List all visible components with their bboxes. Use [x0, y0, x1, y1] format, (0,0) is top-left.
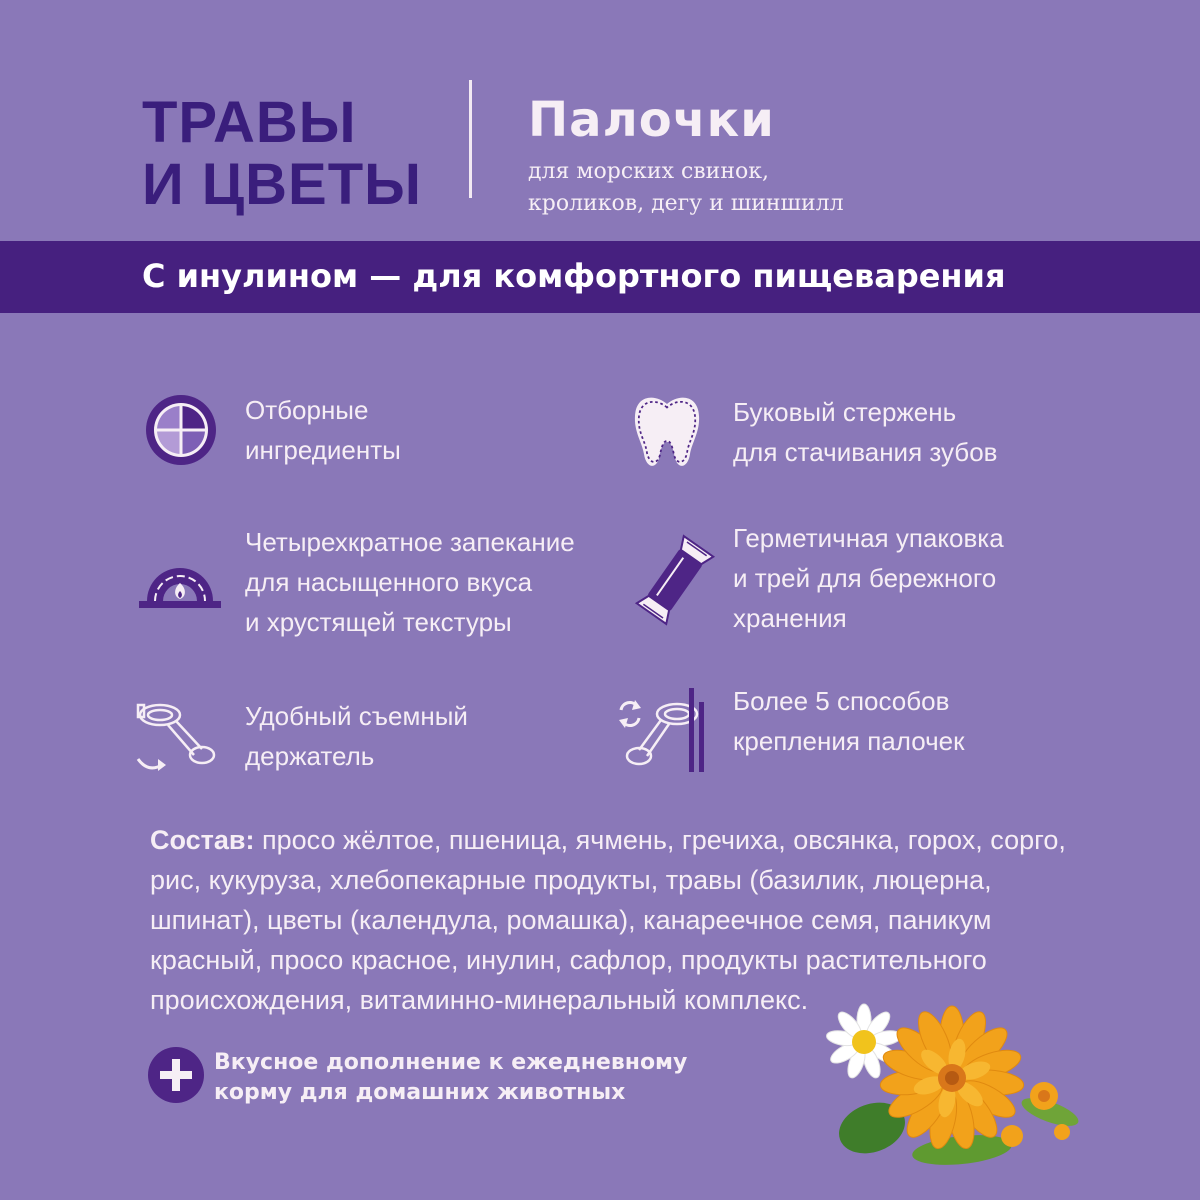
- feature-holder-line-1: Удобный съемный: [245, 701, 468, 731]
- composition-text: [150, 820, 1080, 1020]
- product-subtitle-line-2: кроликов, дегу и шиншилл: [528, 191, 844, 216]
- inulin-banner-text: С инулином — для комфортного пищеварения: [142, 257, 1006, 295]
- feature-package: [733, 518, 1004, 638]
- feature-mounting-line-2: крепления палочек: [733, 726, 965, 756]
- package-icon: [630, 530, 720, 630]
- feature-holder: [245, 696, 468, 776]
- feature-ingredients: [245, 390, 401, 470]
- bonus-text: [214, 1048, 687, 1108]
- ingredients-icon: [143, 392, 219, 468]
- oven-icon: [137, 555, 223, 609]
- holder-icon: [130, 695, 220, 775]
- plus-icon: [148, 1047, 204, 1103]
- composition-label: Состав:: [150, 825, 255, 855]
- brand-line-1: ТРАВЫ: [142, 90, 357, 155]
- product-subtitle: [528, 156, 844, 220]
- feature-baking: [245, 522, 575, 642]
- brand-line-2: И ЦВЕТЫ: [142, 152, 422, 217]
- tooth-icon: [630, 392, 704, 474]
- feature-baking-line-1: Четырехкратное запекание: [245, 527, 575, 557]
- product-subtitle-line-1: для морских свинок,: [528, 159, 769, 184]
- composition-ingredients: просо жёлтое, пшеница, ячмень, гречиха, овсянка, горох, сорго, рис, кукуруза, хлебопекарные продукты, травы (базилик, люцерна, шпинат), цветы (календула, ромашка), канареечное семя, паникум красный, просо красное, инулин, сафлор, продукты растительного происхождения, витаминно-минеральный комплекс.: [150, 825, 1066, 1015]
- feature-baking-line-3: и хрустящей текстуры: [245, 607, 512, 637]
- product-title: Палочки: [528, 92, 775, 148]
- mount-icon: [615, 688, 720, 774]
- feature-tooth-line-2: для стачивания зубов: [733, 437, 998, 467]
- feature-baking-line-2: для насыщенного вкуса: [245, 567, 533, 597]
- feature-tooth: [733, 392, 997, 472]
- feature-tooth-line-1: Буковый стержень: [733, 397, 957, 427]
- brand-title: [142, 92, 422, 216]
- feature-mounting-line-1: Более 5 способов: [733, 686, 950, 716]
- bonus-line-1: Вкусное дополнение к ежедневному: [214, 1050, 688, 1075]
- header-divider: [469, 80, 472, 198]
- feature-package-line-1: Герметичная упаковка: [733, 523, 1004, 553]
- feature-holder-line-2: держатель: [245, 741, 375, 771]
- feature-package-line-2: и трей для бережного: [733, 563, 997, 593]
- feature-package-line-3: хранения: [733, 603, 847, 633]
- feature-ingredients-line-2: ингредиенты: [245, 435, 401, 465]
- calendula-chamomile-illustration: [812, 1000, 1092, 1170]
- bonus-line-2: корму для домашних животных: [214, 1080, 626, 1105]
- feature-ingredients-line-1: Отборные: [245, 395, 369, 425]
- feature-mounting: [733, 681, 964, 761]
